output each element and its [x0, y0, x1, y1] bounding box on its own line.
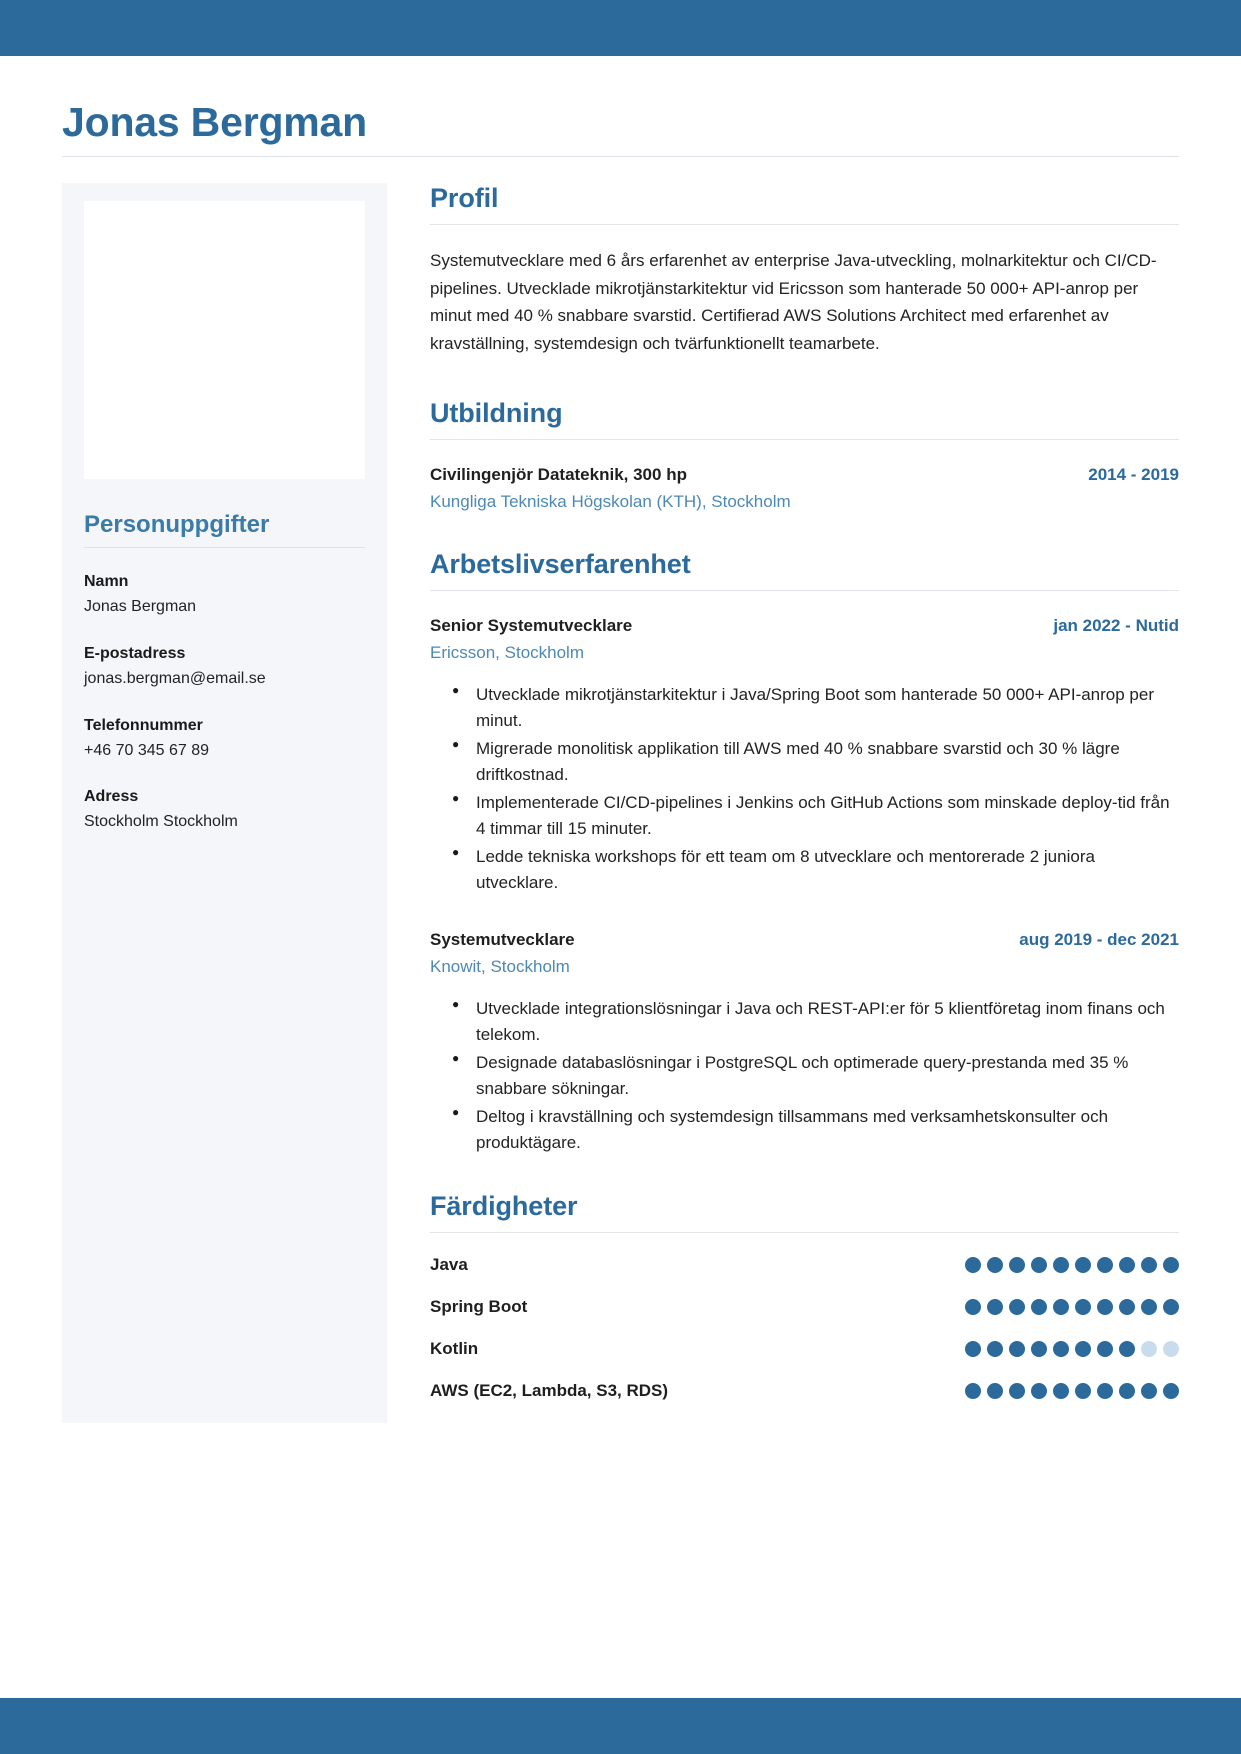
skill-rating-dots [965, 1341, 1179, 1357]
rating-dot-filled [1009, 1383, 1025, 1399]
rating-dot-filled [1075, 1341, 1091, 1357]
field-label: Namn [84, 573, 129, 591]
job-bullet: ● Migrerade monolitisk applikation till AWS med 40 % snabbare svarstid och 30 % lägre driftkostnad. [476, 736, 1179, 789]
rating-dot-filled [987, 1299, 1003, 1315]
education-body [430, 440, 1179, 515]
rating-dot-filled [1141, 1257, 1157, 1273]
experience-entry [430, 613, 1179, 897]
field-value: +46 70 345 67 89 [84, 741, 210, 759]
experience-body [430, 591, 1179, 1157]
rating-dot-filled [1119, 1383, 1135, 1399]
personal-details-heading: Personuppgifter [84, 511, 365, 548]
field-value: Stockholm Stockholm [84, 813, 238, 831]
education-degree: Civilingenjör Datateknik, 300 hp [430, 464, 687, 484]
profile-text: Systemutvecklare med 6 års erfarenhet av enterprise Java-utveckling, molnarkitektur och CI/CD-pipelines. Utvecklade mikrotjänstarkitektur vid Ericsson som hanterade 50 000+ API-anrop per minut med 40 % snabbare svarstid. Certifierad AWS Solutions Architect med erfarenhet av kravställning, systemdesign och tvärfunktionellt teamarbete. [430, 251, 1157, 353]
spacer [430, 1161, 1179, 1191]
rating-dot-filled [1031, 1257, 1047, 1273]
personal-detail-address [84, 785, 365, 835]
rating-dot-filled [1119, 1257, 1135, 1273]
sidebar [62, 183, 387, 1423]
rating-dot-filled [1097, 1341, 1113, 1357]
spacer [430, 901, 1179, 927]
rating-dot-filled [965, 1257, 981, 1273]
rating-dot-filled [965, 1299, 981, 1315]
section-heading-education: Utbildning [430, 398, 1179, 440]
personal-detail-email [84, 642, 365, 692]
rating-dot-empty [1141, 1341, 1157, 1357]
rating-dot-filled [987, 1257, 1003, 1273]
field-value: jonas.bergman@email.se [84, 669, 266, 687]
rating-dot-filled [1119, 1341, 1135, 1357]
rating-dot-filled [1119, 1299, 1135, 1315]
spacer [430, 519, 1179, 549]
rating-dot-filled [965, 1341, 981, 1357]
section-experience [430, 549, 1179, 1157]
skill-name: AWS (EC2, Lambda, S3, RDS) [430, 1380, 669, 1400]
job-bullet: ● Ledde tekniska workshops för ett team om 8 utvecklare och mentorerade 2 juniora utvecklare. [476, 844, 1179, 897]
field-value: Jonas Bergman [84, 598, 197, 616]
rating-dot-filled [1053, 1299, 1069, 1315]
skill-rating-dots [965, 1257, 1179, 1273]
education-dates: 2014 - 2019 [1088, 464, 1179, 484]
field-label: Adress [84, 788, 139, 806]
rating-dot-filled [1053, 1257, 1069, 1273]
job-title: Senior Systemutvecklare [430, 615, 633, 635]
rating-dot-filled [1031, 1383, 1047, 1399]
skills-body [430, 1233, 1179, 1401]
section-education [430, 398, 1179, 515]
rating-dot-filled [1075, 1383, 1091, 1399]
rating-dot-filled [1031, 1341, 1047, 1357]
job-bullet: ● Implementerade CI/CD-pipelines i Jenkins och GitHub Actions som minskade deploy-tid från 4 timmar till 15 minuter. [476, 790, 1179, 843]
section-heading-skills: Färdigheter [430, 1191, 1179, 1233]
rating-dot-filled [1009, 1299, 1025, 1315]
skill-row [430, 1339, 1179, 1359]
job-employer: Ericsson, Stockholm [430, 643, 584, 662]
education-institution: Kungliga Tekniska Högskolan (KTH), Stockholm [430, 492, 791, 511]
section-profile [430, 183, 1179, 357]
experience-entry [430, 927, 1179, 1157]
job-bullet-list [430, 682, 1179, 897]
job-bullet: ● Deltog i kravställning och systemdesign tillsammans med verksamhetskonsulter och produktägare. [476, 1104, 1179, 1157]
skill-row [430, 1255, 1179, 1275]
job-title: Systemutvecklare [430, 929, 575, 949]
skill-name: Java [430, 1254, 468, 1274]
spacer [430, 362, 1179, 398]
job-employer: Knowit, Stockholm [430, 957, 570, 977]
skill-row [430, 1381, 1179, 1401]
rating-dot-filled [1141, 1299, 1157, 1315]
rating-dot-filled [987, 1383, 1003, 1399]
section-skills [430, 1191, 1179, 1401]
job-bullet: ● Utvecklade mikrotjänstarkitektur i Java/Spring Boot som hanterade 50 000+ API-anrop per minut. [476, 682, 1179, 735]
rating-dot-empty [1163, 1341, 1179, 1357]
skill-name: Kotlin [430, 1338, 479, 1358]
rating-dot-filled [1053, 1383, 1069, 1399]
page-title: Jonas Bergman [62, 99, 368, 145]
rating-dot-filled [1053, 1341, 1069, 1357]
rating-dot-filled [1097, 1257, 1113, 1273]
rating-dot-filled [1141, 1383, 1157, 1399]
rating-dot-filled [1009, 1257, 1025, 1273]
job-dates: aug 2019 - dec 2021 [1019, 929, 1179, 949]
job-bullet-list [430, 996, 1179, 1157]
rating-dot-filled [987, 1341, 1003, 1357]
profile-body [430, 225, 1179, 357]
skill-rating-dots [965, 1299, 1179, 1315]
rating-dot-filled [1163, 1257, 1179, 1273]
rating-dot-filled [1097, 1299, 1113, 1315]
personal-detail-phone [84, 714, 365, 764]
rating-dot-filled [1163, 1383, 1179, 1399]
resume-content [0, 56, 1241, 1698]
rating-dot-filled [1075, 1257, 1091, 1273]
skill-row [430, 1297, 1179, 1317]
job-bullet: ● Designade databaslösningar i PostgreSQL och optimerade query-prestanda med 35 % snabbare sökningar. [476, 1050, 1179, 1103]
top-color-band [0, 0, 1241, 56]
rating-dot-filled [1009, 1341, 1025, 1357]
rating-dot-filled [1097, 1383, 1113, 1399]
education-entry-header [430, 462, 1179, 488]
main-column [387, 183, 1179, 1422]
experience-entry-header [430, 927, 1179, 953]
rating-dot-filled [1031, 1299, 1047, 1315]
job-dates: jan 2022 - Nutid [1053, 615, 1179, 635]
profile-photo-placeholder [84, 201, 365, 479]
experience-entry-header [430, 613, 1179, 639]
rating-dot-filled [965, 1383, 981, 1399]
body-columns [62, 183, 1179, 1423]
bottom-color-band [0, 1698, 1241, 1754]
field-label: Telefonnummer [84, 716, 203, 734]
field-label: E-postadress [84, 644, 186, 662]
skill-rating-dots [965, 1383, 1179, 1399]
job-bullet: ● Utvecklade integrationslösningar i Java och REST-API:er för 5 klientföretag inom finans och telekom. [476, 996, 1179, 1049]
rating-dot-filled [1163, 1299, 1179, 1315]
rating-dot-filled [1075, 1299, 1091, 1315]
skill-name: Spring Boot [430, 1296, 528, 1316]
name-header [62, 56, 1179, 157]
section-heading-profile: Profil [430, 183, 1179, 225]
education-entry [430, 462, 1179, 515]
personal-detail-name [84, 570, 365, 620]
section-heading-experience: Arbetslivserfarenhet [430, 549, 1179, 591]
